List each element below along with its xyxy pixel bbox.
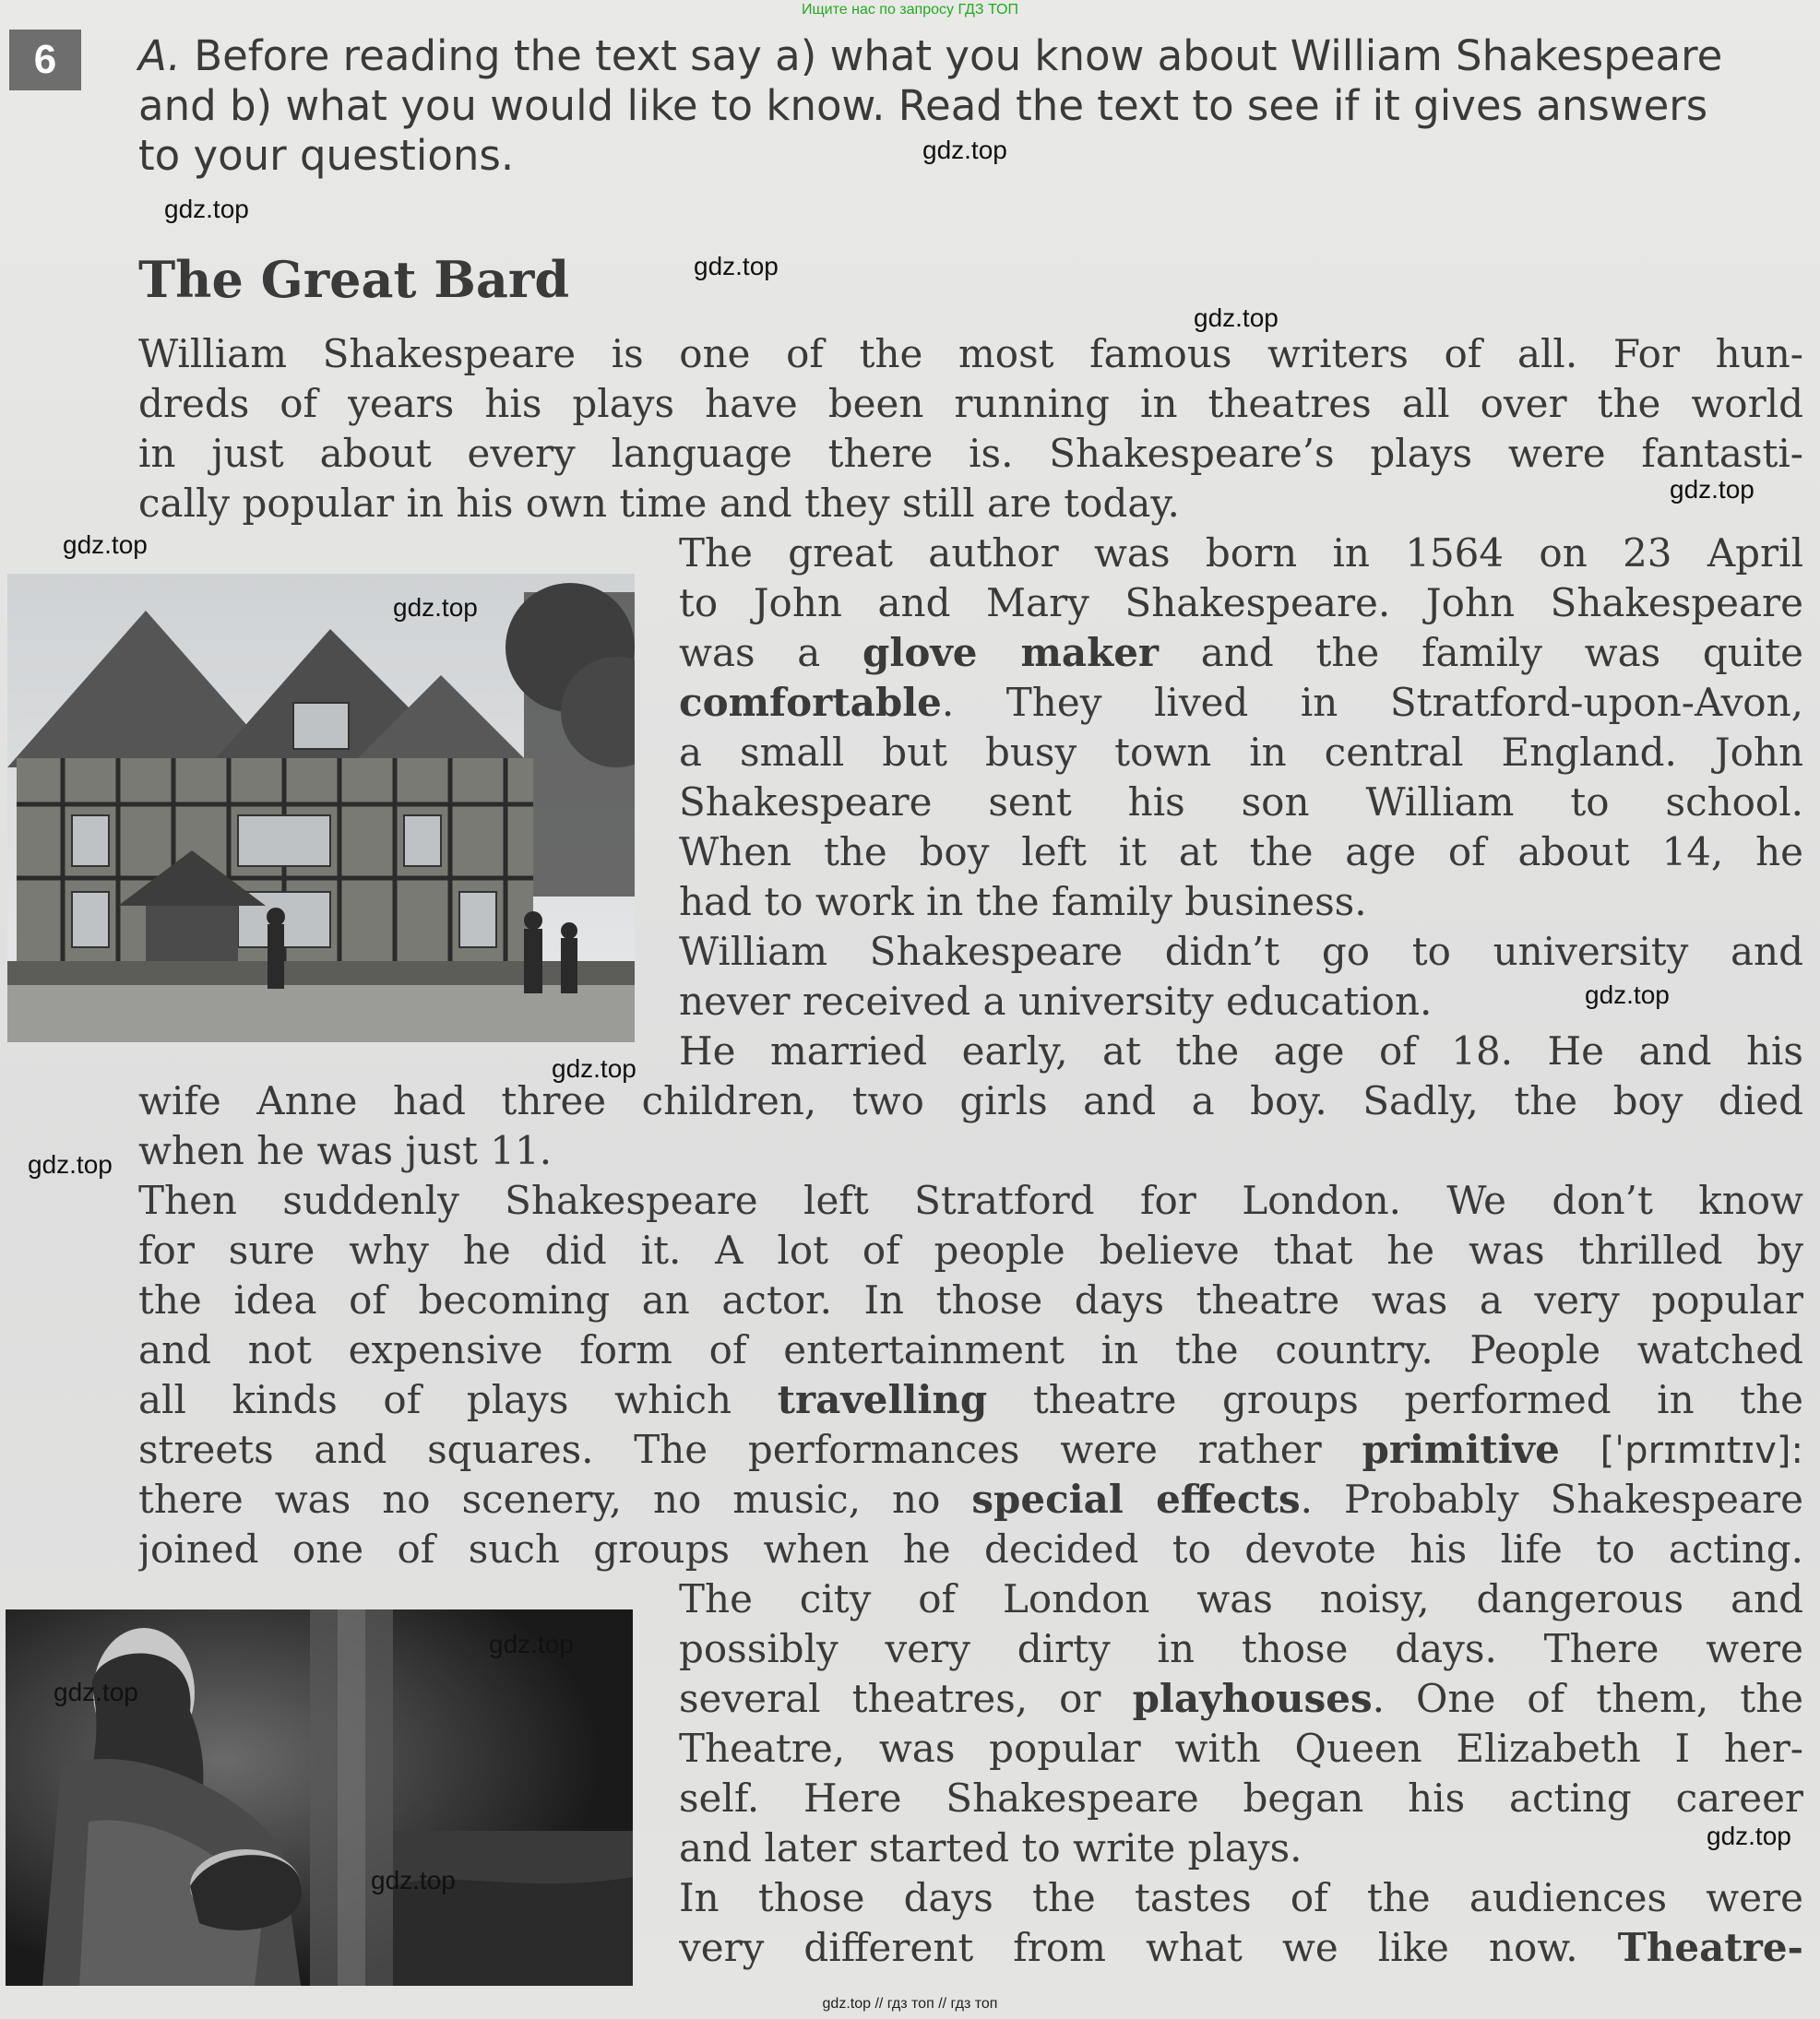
text-line: He married early, at the age of 18. He and his bbox=[679, 1028, 1803, 1074]
text-line: William Shakespeare is one of the most famous writers of all. For hun- bbox=[138, 331, 1803, 376]
keyword-primitive: primitive bbox=[1362, 1427, 1560, 1472]
watermark: gdz.top bbox=[552, 1054, 636, 1083]
text-span: several theatres, or bbox=[679, 1676, 1101, 1721]
text-line: never received a university education. bbox=[679, 979, 1433, 1024]
text-span: all kinds of plays which bbox=[138, 1377, 732, 1422]
text-line: cally popular in his own time and they still are today. bbox=[138, 481, 1180, 526]
top-banner[interactable]: Ищите нас по запросу ГДЗ ТОП bbox=[802, 2, 1018, 18]
watermark: gdz.top bbox=[164, 195, 249, 223]
transcription-primitive: [ˈprɪmɪtɪv]: bbox=[1600, 1430, 1803, 1472]
text-line: In those days the tastes of the audiences were bbox=[679, 1875, 1803, 1920]
text-span: theatre groups performed in the bbox=[1032, 1377, 1803, 1422]
text-line bbox=[679, 628, 1803, 678]
text-line bbox=[138, 1375, 1803, 1425]
task-line-2: and b) what you would like to know. Read the text to see if it gives answers bbox=[138, 81, 1708, 130]
text-span: streets and squares. The performances were rather bbox=[138, 1427, 1322, 1472]
text-line bbox=[138, 1425, 1803, 1476]
watermark: gdz.top bbox=[489, 1630, 574, 1658]
text-line: The city of London was noisy, dangerous and bbox=[679, 1576, 1803, 1621]
text-line bbox=[679, 1923, 1803, 1973]
text-line: in just about every language there is. Shakespeare’s plays were fantasti- bbox=[138, 431, 1803, 476]
section-title: The Great Bard bbox=[138, 250, 570, 309]
text-line: dreds of years his plays have been running in theatres all over the world bbox=[138, 381, 1803, 426]
scene-illustration bbox=[6, 1609, 633, 1986]
house-illustration bbox=[7, 574, 635, 1042]
text-line: Then suddenly Shakespeare left Stratford for London. We don’t know bbox=[138, 1178, 1803, 1223]
text-line: had to work in the family business. bbox=[679, 879, 1367, 924]
text-line bbox=[138, 1475, 1803, 1525]
keyword-playhouses: playhouses bbox=[1132, 1676, 1373, 1721]
watermark: gdz.top bbox=[371, 1866, 456, 1894]
text-line: to John and Mary Shakespeare. John Shakespeare bbox=[679, 580, 1803, 625]
task-line-1-text: Before reading the text say a) what you know about William Shakespeare bbox=[194, 31, 1723, 80]
keyword-travelling: travelling bbox=[777, 1377, 988, 1422]
text-span: . Probably Shakespeare bbox=[1300, 1477, 1803, 1522]
text-line: The great author was born in 1564 on 23 April bbox=[679, 530, 1803, 576]
text-line: self. Here Shakespeare began his acting career bbox=[679, 1776, 1803, 1821]
text-line bbox=[679, 678, 1803, 728]
task-line-3: to your questions. bbox=[138, 131, 515, 180]
text-span: . They lived in Stratford-upon-Avon, bbox=[941, 680, 1803, 725]
text-line: wife Anne had three children, two girls and a boy. Sadly, the boy died bbox=[138, 1078, 1803, 1123]
bottom-banner[interactable]: gdz.top // гдз топ // гдз топ bbox=[822, 1996, 998, 2012]
text-span: . One of them, the bbox=[1372, 1676, 1803, 1721]
watermark: gdz.top bbox=[1707, 1822, 1791, 1850]
keyword-theatre: Theatre- bbox=[1617, 1925, 1803, 1970]
text-line: joined one of such groups when he decided to devote his life to acting. bbox=[138, 1526, 1803, 1572]
text-span: there was no scenery, no music, no bbox=[138, 1477, 941, 1522]
keyword-comfortable: comfortable bbox=[679, 680, 942, 725]
text-line: for sure why he did it. A lot of people believe that he was thrilled by bbox=[138, 1228, 1803, 1273]
text-span: very different from what we like now. bbox=[679, 1925, 1578, 1970]
watermark: gdz.top bbox=[1670, 475, 1755, 504]
watermark: gdz.top bbox=[393, 593, 478, 622]
shakespeare-house-photo bbox=[7, 574, 635, 1042]
keyword-special-effects: special effects bbox=[971, 1477, 1301, 1522]
keyword-glove-maker: glove maker bbox=[862, 630, 1160, 675]
text-line: Theatre, was popular with Queen Elizabeth I her- bbox=[679, 1726, 1803, 1771]
text-line: when he was just 11. bbox=[138, 1128, 553, 1173]
watermark: gdz.top bbox=[63, 530, 148, 559]
text-span: and the family was quite bbox=[1200, 630, 1803, 675]
task-line-1 bbox=[138, 31, 1808, 81]
text-line bbox=[679, 1674, 1803, 1724]
text-line: possibly very dirty in those days. There were bbox=[679, 1626, 1803, 1671]
watermark: gdz.top bbox=[694, 252, 779, 280]
task-letter: A. bbox=[138, 31, 181, 80]
watermark: gdz.top bbox=[54, 1678, 138, 1706]
text-line: William Shakespeare didn’t go to university and bbox=[679, 929, 1803, 974]
text-line: a small but busy town in central England. John bbox=[679, 730, 1803, 775]
watermark: gdz.top bbox=[28, 1150, 113, 1179]
text-line: and not expensive form of entertainment in the country. People watched bbox=[138, 1327, 1803, 1372]
watermark: gdz.top bbox=[1585, 980, 1670, 1009]
watermark: gdz.top bbox=[1194, 303, 1279, 332]
exercise-number-badge: 6 bbox=[9, 30, 81, 90]
text-span: was a bbox=[679, 630, 821, 675]
text-line: the idea of becoming an actor. In those days theatre was a very popular bbox=[138, 1277, 1803, 1323]
watermark: gdz.top bbox=[922, 136, 1007, 164]
text-line: and later started to write plays. bbox=[679, 1825, 1303, 1871]
romeo-juliet-scene-photo bbox=[6, 1609, 633, 1986]
text-line: Shakespeare sent his son William to school. bbox=[679, 779, 1803, 825]
text-line: When the boy left it at the age of about 14, he bbox=[679, 829, 1803, 874]
